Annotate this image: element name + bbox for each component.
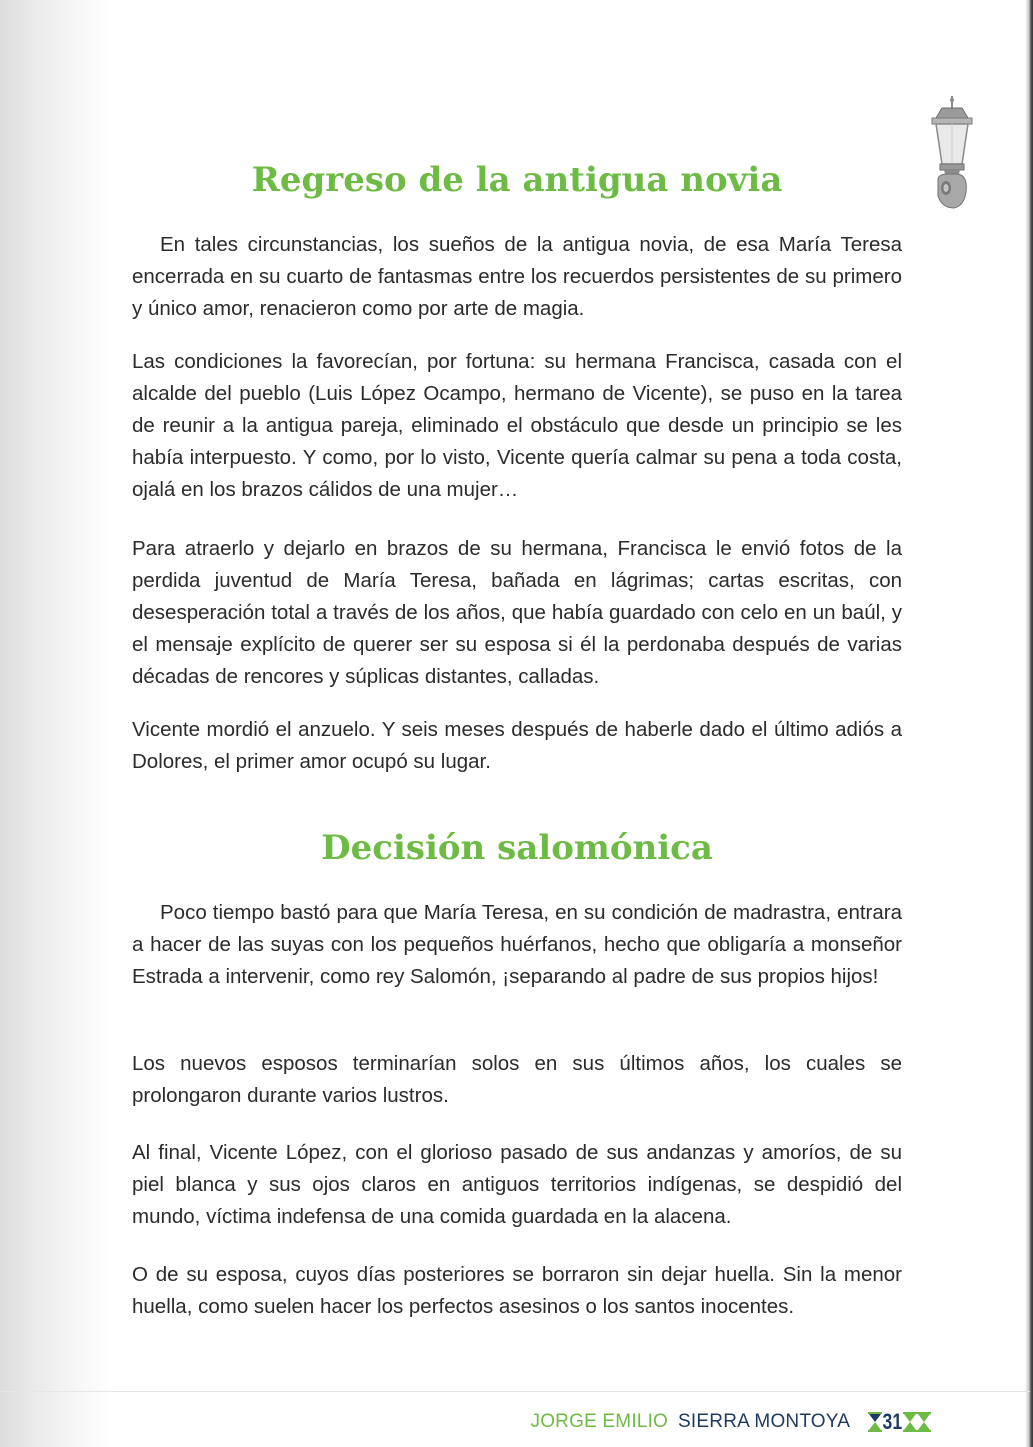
footer xyxy=(531,1408,932,1436)
author-first-name: JORGE EMILIO xyxy=(530,1411,669,1432)
paragraph: Las condiciones la favorecían, por fortuna: su hermana Francisca, casada con el alcalde del pueblo (Luis López Ocampo, hermano de Vicente), se puso en la tarea de reunir a la antigua pareja, eliminado el obstáculo que desde un principio se les había interpuesto. Y como, por lo visto, Vicente quería calmar su pena a toda costa, ojalá en los brazos cálidos de una mujer… xyxy=(132,350,902,501)
section-heading-regreso: Regreso de la antigua novia xyxy=(251,160,783,200)
hourglass-icon xyxy=(868,1412,882,1432)
paragraph: Los nuevos esposos terminarían solos en sus últimos años, los cuales se prolongaron durante varios lustros. xyxy=(132,1052,902,1107)
paragraph: En tales circunstancias, los sueños de la antigua novia, de esa María Teresa encerrada en su cuarto de fantasmas entre los recuerdos persistentes de su primero y único amor, renacieron como por arte de magia. xyxy=(132,233,902,320)
section-heading-decision: Decisión salomónica xyxy=(321,828,713,868)
footer-divider xyxy=(0,1391,1030,1392)
paragraph: Poco tiempo bastó para que María Teresa, en su condición de madrastra, entrara a hacer de las suyas con los pequeños huérfanos, hecho que obligaría a monseñor Estrada a intervenir, como rey Salomón, ¡separando al padre de sus propios hijos! xyxy=(132,901,902,988)
paragraph: O de su esposa, cuyos días posteriores se borraron sin dejar huella. Sin la menor huella, como suelen hacer los perfectos asesinos o los santos inocentes. xyxy=(132,1263,902,1318)
hourglass-icon xyxy=(903,1412,917,1432)
page-number-block xyxy=(868,1409,931,1435)
paragraph: Para atraerlo y dejarlo en brazos de su hermana, Francisca le envió fotos de la perdida juventud de María Teresa, bañada en lágrimas; cartas escritas, con desesperación total a través de los años, que había guardado con celo en un baúl, y el mensaje explícito de querer ser su esposa si él la perdonaba después de varias décadas de rencores y súplicas distantes, calladas. xyxy=(132,537,902,688)
hourglass-icon xyxy=(917,1412,931,1432)
lamp-icon xyxy=(924,96,980,212)
author-last-name: SIERRA MONTOYA xyxy=(678,1411,851,1432)
page-number: 31 xyxy=(882,1409,903,1434)
paragraph: Al final, Vicente López, con el glorioso pasado de sus andanzas y amoríos, de su piel blanca y sus ojos claros en antiguos territorios indígenas, se despidió del mundo, víctima indefensa de una comida guardada en la alacena. xyxy=(132,1141,902,1228)
paragraph: Vicente mordió el anzuelo. Y seis meses después de haberle dado el último adiós a Dolores, el primer amor ocupó su lugar. xyxy=(132,718,902,773)
